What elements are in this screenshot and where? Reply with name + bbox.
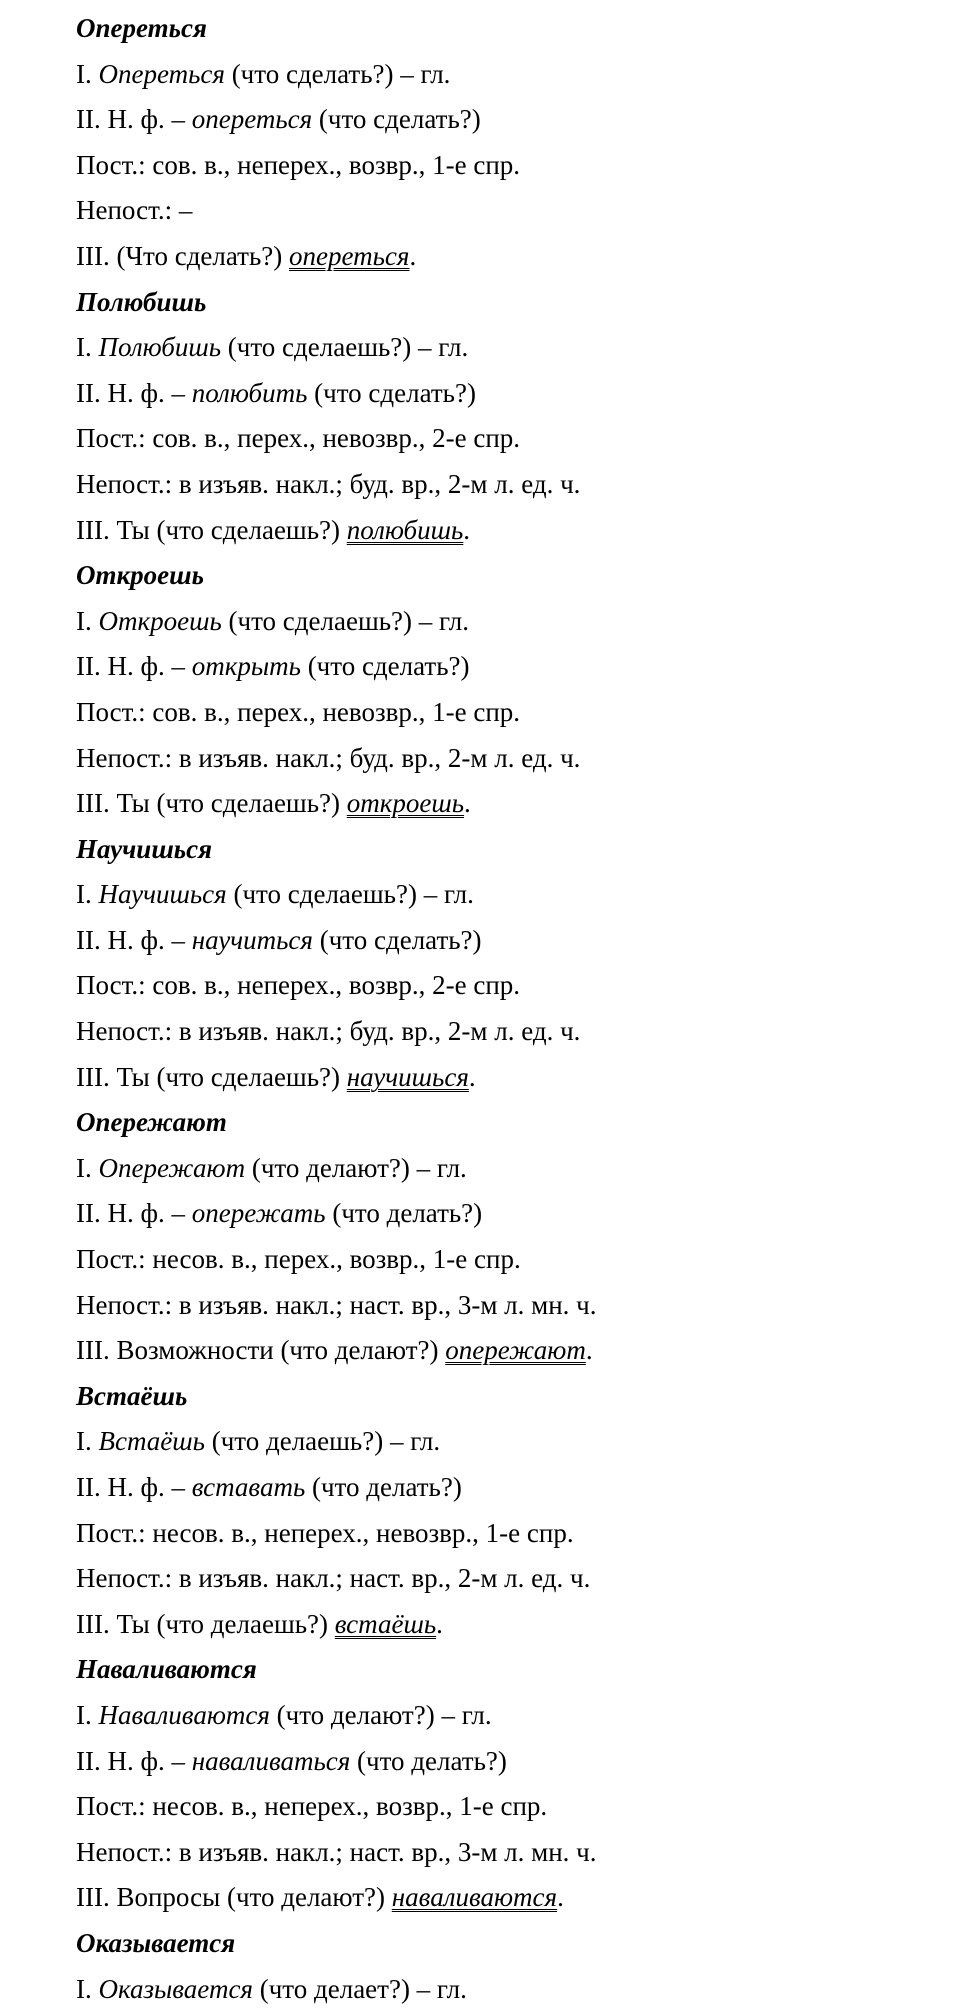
parsing-entry: [76, 1100, 936, 1374]
line-prefix: I.: [76, 1699, 99, 1730]
line-prefix: I.: [76, 332, 99, 363]
line-suffix: .: [557, 1882, 564, 1913]
line-prefix: I.: [76, 605, 99, 636]
line-suffix: (что делать?): [325, 1198, 483, 1229]
predicate-word: полюбишь: [346, 514, 464, 545]
predicate-word: наваливаются: [391, 1882, 558, 1913]
word-form: Откроешь: [98, 605, 222, 636]
initial-form: наваливаться: [191, 1745, 351, 1776]
line-suffix: .: [463, 514, 471, 545]
word-form: Полюбишь: [98, 332, 222, 363]
line-prefix: III. Вопросы (что делают?): [76, 1882, 392, 1913]
line-suffix: (что делаешь?) – гл.: [204, 1426, 441, 1457]
line-suffix: (что делают?) – гл.: [245, 1152, 467, 1183]
word-form: Опережают: [98, 1152, 246, 1183]
line-syntactic-role: [76, 1602, 936, 1648]
line-prefix: III. Ты (что сделаешь?): [76, 788, 347, 819]
line-prefix: III. Ты (что сделаешь?): [76, 514, 347, 545]
line-initial-form: [76, 1191, 936, 1237]
word-form: Опереться: [98, 58, 225, 89]
line-prefix: II. Н. ф. –: [76, 1745, 192, 1776]
line-variable-features: Непост.: в изъяв. накл.; буд. вр., 2-м л. ед. ч.: [76, 742, 581, 773]
line-initial-form: [76, 918, 936, 964]
line-variable-features: Непост.: в изъяв. накл.; буд. вр., 2-м л. ед. ч.: [76, 1016, 581, 1047]
entry-heading: Наваливаются: [76, 1654, 257, 1685]
parsing-document: [76, 6, 936, 2012]
line-variable-features: Непост.: в изъяв. накл.; наст. вр., 3-м л. мн. ч.: [76, 1836, 597, 1867]
line-constant-features: Пост.: несов. в., перех., возвр., 1-е спр.: [76, 1244, 521, 1275]
line-initial-form: [76, 1465, 936, 1511]
line-part-of-speech: [76, 872, 936, 918]
line-suffix: (что сделать?): [300, 651, 470, 682]
initial-form: вставать: [191, 1472, 306, 1502]
line-initial-form: [76, 644, 936, 690]
line-part-of-speech: [76, 1693, 936, 1739]
line-constant-features: Пост.: сов. в., перех., невозвр., 2-е спр.: [76, 423, 521, 454]
entry-heading: Встаёшь: [76, 1380, 188, 1411]
line-suffix: (что сделаешь?) – гл.: [226, 879, 474, 910]
line-syntactic-role: [76, 781, 936, 827]
entry-heading: Полюбишь: [76, 286, 207, 317]
line-prefix: III. Возможности (что делают?): [76, 1335, 446, 1366]
line-suffix: (что сделаешь?) – гл.: [221, 605, 469, 636]
line-constant-features: Пост.: несов. в., неперех., невозвр., 1-е спр.: [76, 1517, 574, 1548]
line-variable-features: Непост.: –: [76, 195, 193, 226]
line-suffix: (что сделать?): [312, 104, 481, 135]
line-prefix: I.: [76, 1973, 99, 2004]
line-constant-features: Пост.: сов. в., неперех., возвр., 1-е спр.: [76, 149, 521, 180]
line-variable-features: Непост.: в изъяв. накл.; буд. вр., 2-м л. ед. ч.: [76, 468, 581, 499]
line-initial-form: [76, 371, 936, 417]
word-form: Оказывается: [98, 1973, 253, 2004]
line-suffix: .: [468, 1061, 476, 1092]
word-form: Наваливаются: [98, 1699, 270, 1730]
parsing-entry: [76, 827, 936, 1101]
line-variable-features: Непост.: в изъяв. накл.; наст. вр., 3-м л. мн. ч.: [76, 1289, 597, 1320]
line-suffix: .: [409, 240, 417, 271]
line-prefix: II. Н. ф. –: [76, 377, 192, 408]
parsing-entry: [76, 1921, 936, 2012]
predicate-word: опережают: [445, 1335, 586, 1366]
entry-heading: Оказывается: [76, 1927, 236, 1958]
line-initial-form: [76, 1739, 936, 1785]
parsing-entry: [76, 1647, 936, 1921]
initial-form: научиться: [191, 924, 313, 955]
word-form: Встаёшь: [98, 1426, 205, 1457]
entry-heading: Научишься: [76, 833, 213, 864]
entry-heading: Опережают: [76, 1107, 227, 1138]
line-prefix: I.: [76, 1426, 99, 1457]
line-suffix: .: [585, 1335, 593, 1366]
line-syntactic-role: [76, 1055, 936, 1101]
entry-heading: Откроешь: [76, 560, 204, 591]
parsing-entry: [76, 6, 936, 280]
line-part-of-speech: [76, 1419, 936, 1465]
line-prefix: III. Ты (что делаешь?): [76, 1608, 335, 1639]
line-part-of-speech: [76, 325, 936, 371]
line-suffix: .: [436, 1608, 443, 1639]
word-form: Научишься: [98, 879, 227, 910]
line-suffix: (что сделаешь?) – гл.: [221, 332, 469, 363]
line-variable-features: Непост.: в изъяв. накл.; наст. вр., 2-м л. ед. ч.: [76, 1563, 591, 1594]
line-syntactic-role: [76, 1875, 936, 1921]
line-suffix: (что делать?): [305, 1472, 462, 1502]
line-constant-features: Пост.: сов. в., неперех., возвр., 2-е спр.: [76, 970, 521, 1001]
line-prefix: III. Ты (что сделаешь?): [76, 1061, 347, 1092]
line-prefix: II. Н. ф. –: [76, 1198, 192, 1229]
line-syntactic-role: [76, 508, 936, 554]
line-suffix: (что делают?) – гл.: [269, 1699, 492, 1730]
line-prefix: I.: [76, 58, 99, 89]
parsing-entry: [76, 1374, 936, 1648]
parsing-entry: [76, 553, 936, 827]
line-suffix: (что сделать?): [312, 924, 482, 955]
line-suffix: (что делать?): [350, 1745, 507, 1776]
line-constant-features: Пост.: сов. в., перех., невозвр., 1-е спр.: [76, 696, 521, 727]
line-constant-features: Пост.: несов. в., неперех., возвр., 1-е спр.: [76, 1791, 548, 1822]
entry-heading: Опереться: [76, 13, 207, 43]
line-part-of-speech: [76, 599, 936, 645]
line-suffix: (что сделать?) – гл.: [224, 58, 451, 89]
predicate-word: опереться: [289, 240, 410, 271]
initial-form: открыть: [191, 651, 301, 682]
line-suffix: (что делает?) – гл.: [252, 1973, 467, 2004]
initial-form: опережать: [191, 1198, 326, 1229]
predicate-word: встаёшь: [334, 1608, 437, 1639]
initial-form: полюбить: [191, 377, 308, 408]
line-suffix: .: [464, 788, 471, 819]
line-initial-form: [76, 97, 936, 143]
predicate-word: откроешь: [346, 788, 465, 819]
line-syntactic-role: [76, 1328, 936, 1374]
line-prefix: II. Н. ф. –: [76, 651, 192, 682]
line-prefix: III. (Что сделать?): [76, 240, 290, 271]
line-syntactic-role: [76, 234, 936, 280]
line-part-of-speech: [76, 52, 936, 98]
parsing-entry: [76, 280, 936, 554]
predicate-word: научишься: [346, 1061, 469, 1092]
line-prefix: II. Н. ф. –: [76, 104, 192, 135]
line-suffix: (что сделать?): [307, 377, 476, 408]
line-part-of-speech: [76, 1967, 936, 2012]
line-prefix: II. Н. ф. –: [76, 1472, 192, 1502]
line-prefix: I.: [76, 1152, 99, 1183]
line-prefix: II. Н. ф. –: [76, 924, 192, 955]
line-part-of-speech: [76, 1146, 936, 1192]
initial-form: опереться: [191, 104, 313, 135]
line-prefix: I.: [76, 879, 99, 910]
